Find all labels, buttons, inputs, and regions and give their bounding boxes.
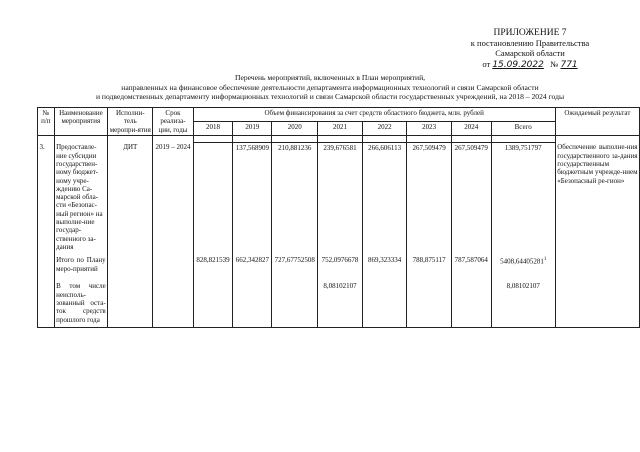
- cell-result: [555, 281, 639, 327]
- table-row: [38, 142, 640, 255]
- cell-value: 727,67752508: [272, 255, 318, 281]
- cell-value: [193, 142, 233, 255]
- cell-term: 2019 – 2024: [153, 142, 193, 255]
- cell-name: Итого по Плану меро-приятий: [54, 255, 108, 281]
- title-line-2: направленных на финансовое обеспечение деятельности департамента информационных технологий и связи Самарской области: [121, 82, 539, 92]
- header-num: № п/п: [38, 108, 55, 136]
- appendix-dateline: [440, 59, 620, 70]
- title-line-1: Перечень мероприятий, включенных в План мероприятий,: [234, 73, 426, 82]
- cell-value: 137,568909: [233, 142, 272, 255]
- cell-value: [233, 281, 272, 327]
- document-title: [60, 73, 600, 102]
- cell-value: 267,509479: [407, 142, 452, 255]
- cell-executor: [108, 255, 153, 281]
- cell-value: 8,08102107: [318, 281, 363, 327]
- total-value: 5408,64405281: [500, 257, 544, 266]
- cell-value: [272, 281, 318, 327]
- cell-value: [451, 281, 491, 327]
- cell-value: [193, 281, 233, 327]
- header-executor: Исполни-тель меропри-ятия: [108, 108, 153, 136]
- cell-result: [555, 255, 639, 281]
- date-prefix: от: [482, 59, 491, 69]
- cell-value: 828,821539: [193, 255, 233, 281]
- number-value: 771: [560, 60, 578, 70]
- measures-table: [37, 107, 640, 328]
- cell-num: 3.: [38, 142, 55, 255]
- cell-name: Предоставле-ние субсидии государствен-ному бюджет-ному учре-ждению Са-марской обла-сти «Безопас-ный регион» на выполне-ние государ-ственного за-дания: [54, 142, 108, 255]
- cell-value: 752,0976678: [318, 255, 363, 281]
- header-year: 2020: [272, 121, 318, 135]
- header-funding: Объем финансирования за счет средств областного бюджета, млн. рублей: [193, 108, 555, 122]
- header-year: 2024: [451, 121, 491, 135]
- footnote-mark: 1: [543, 257, 547, 263]
- cell-value: 266,606113: [362, 142, 407, 255]
- cell-value: 210,881236: [272, 142, 318, 255]
- cell-term: [153, 281, 193, 327]
- spacer-row: [38, 135, 640, 142]
- header-year: 2019: [233, 121, 272, 135]
- cell-executor: [108, 281, 153, 327]
- cell-value: 869,323334: [362, 255, 407, 281]
- table-row: [38, 255, 640, 281]
- header-total: Всего: [491, 121, 555, 135]
- header-result: Ожидаемый результат: [555, 108, 639, 136]
- cell-value: [362, 281, 407, 327]
- cell-value: 787,587064: [451, 255, 491, 281]
- number-prefix: №: [550, 59, 559, 69]
- cell-value: 662,342827: [233, 255, 272, 281]
- appendix-title: ПРИЛОЖЕНИЕ 7: [493, 28, 567, 38]
- cell-executor: ДИТ: [108, 142, 153, 255]
- cell-total: [491, 255, 555, 281]
- header-year: 2023: [407, 121, 452, 135]
- cell-num: [38, 255, 55, 281]
- cell-value: 788,875117: [407, 255, 452, 281]
- header-year: 2022: [362, 121, 407, 135]
- cell-total: 8,08102107: [491, 281, 555, 327]
- header-term: Срок реализа-ции, годы: [153, 108, 193, 136]
- header-year: 2018: [193, 121, 233, 135]
- cell-num: [38, 281, 55, 327]
- cell-term: [153, 255, 193, 281]
- table-row: [38, 281, 640, 327]
- title-line-3: и подведомственных департаменту информационных технологий и связи Самарской области государственных учреждений, на 2018 – 2024 годы: [95, 92, 565, 102]
- appendix-line-1: к постановлению Правительства: [470, 38, 590, 48]
- cell-value: 239,676581: [318, 142, 363, 255]
- header-name: Наименование мероприятия: [54, 108, 108, 136]
- appendix-line-2: Самарской области: [495, 48, 565, 58]
- cell-result: Обеспечение выполне-ния государственного за-дания государственным бюджетным учрежде-нием «Безопасный ре-гион»: [555, 142, 639, 255]
- cell-name: В том числе неисполь-зованный оста-ток средств прошлого года: [54, 281, 108, 327]
- cell-value: 267,509479: [451, 142, 491, 255]
- cell-total: 1389,751797: [491, 142, 555, 255]
- cell-value: [407, 281, 452, 327]
- appendix-block: [440, 28, 620, 70]
- header-year: 2021: [318, 121, 363, 135]
- date-value: 15.09.2022: [492, 60, 544, 70]
